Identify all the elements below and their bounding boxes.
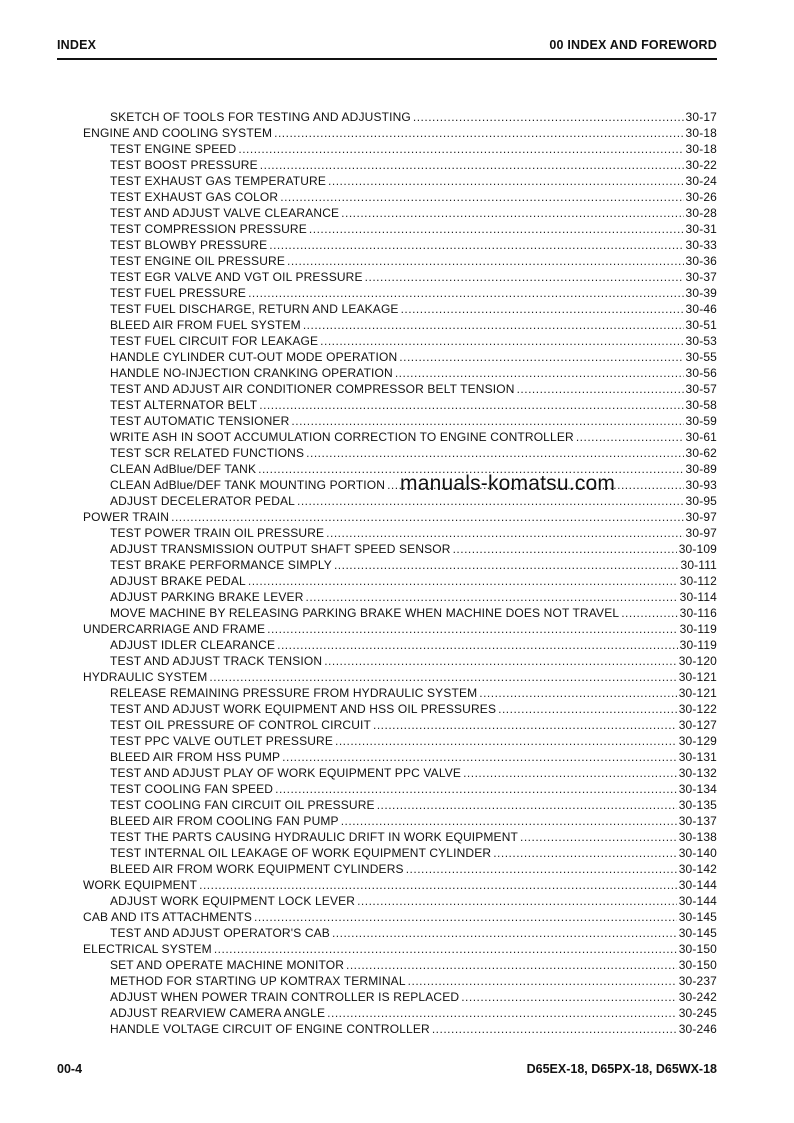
toc-dot-leader (282, 749, 677, 765)
toc-entry (83, 333, 717, 349)
toc-section-entry (83, 125, 717, 141)
toc-entry-page: 30-138 (678, 830, 717, 844)
toc-dot-leader (408, 973, 677, 989)
toc-entry-title: TEST AND ADJUST VALVE CLEARANCE (110, 206, 340, 220)
toc-entry-page: 30-18 (685, 142, 717, 156)
toc-dot-leader (306, 445, 683, 461)
toc-entry-title: HYDRAULIC SYSTEM (83, 670, 208, 684)
toc-entry (83, 749, 717, 765)
toc-entry-title: ADJUST IDLER CLEARANCE (110, 638, 276, 652)
toc-entry-page: 30-246 (678, 1022, 717, 1036)
toc-entry-page: 30-89 (685, 462, 717, 476)
toc-entry (83, 685, 717, 701)
toc-entry (83, 845, 717, 861)
toc-section-entry (83, 509, 717, 525)
toc-entry-title: SET AND OPERATE MACHINE MONITOR (110, 958, 345, 972)
toc-dot-leader (306, 589, 678, 605)
toc-entry (83, 381, 717, 397)
toc-dot-leader (373, 717, 677, 733)
toc-dot-leader (357, 893, 677, 909)
toc-dot-leader (413, 109, 684, 125)
toc-entry (83, 701, 717, 717)
toc-section-entry (83, 669, 717, 685)
toc-entry (83, 1021, 717, 1037)
toc-entry (83, 397, 717, 413)
toc-dot-leader (277, 637, 678, 653)
toc-dot-leader (291, 413, 683, 429)
toc-entry-page: 30-46 (685, 302, 717, 316)
toc-entry (83, 349, 717, 365)
toc-dot-leader (320, 333, 683, 349)
toc-entry-title: CLEAN AdBlue/DEF TANK (110, 462, 257, 476)
toc-entry (83, 957, 717, 973)
toc-section-entry (83, 621, 717, 637)
toc-entry-title: TEST AND ADJUST TRACK TENSION (110, 654, 323, 668)
toc-entry (83, 557, 717, 573)
toc-entry-title: TEST COMPRESSION PRESSURE (110, 222, 307, 236)
toc-dot-leader (248, 285, 683, 301)
toc-dot-leader (341, 813, 677, 829)
toc-dot-leader (377, 797, 677, 813)
toc-dot-leader (395, 365, 684, 381)
toc-entry-page: 30-140 (678, 846, 717, 860)
toc-entry-title: CAB AND ITS ATTACHMENTS (83, 910, 253, 924)
toc-dot-leader (259, 397, 683, 413)
toc-entry-title: TEST OIL PRESSURE OF CONTROL CIRCUIT (110, 718, 371, 732)
toc-entry-title: TEST EXHAUST GAS TEMPERATURE (110, 174, 327, 188)
toc-entry-page: 30-121 (678, 686, 717, 700)
toc-dot-leader (406, 861, 677, 877)
toc-dot-leader (327, 1005, 677, 1021)
toc-dot-leader (267, 621, 677, 637)
toc-entry (83, 989, 717, 1005)
toc-entry (83, 237, 717, 253)
toc-entry-page: 30-116 (679, 606, 717, 620)
toc-dot-leader (238, 141, 683, 157)
toc-dot-leader (621, 605, 677, 621)
toc-entry-page: 30-131 (678, 750, 717, 764)
toc-entry-page: 30-36 (685, 254, 717, 268)
toc-entry-page: 30-129 (678, 734, 717, 748)
toc-entry-title: ADJUST TRANSMISSION OUTPUT SHAFT SPEED SENSOR (110, 542, 451, 556)
toc-entry-page: 30-137 (678, 814, 717, 828)
toc-entry-title: TEST FUEL DISCHARGE, RETURN AND LEAKAGE (110, 302, 399, 316)
toc-dot-leader (171, 509, 683, 525)
toc-entry (83, 925, 717, 941)
toc-section-entry (83, 909, 717, 925)
toc-dot-leader (335, 733, 677, 749)
toc-entry-page: 30-112 (679, 574, 717, 588)
toc-entry (83, 269, 717, 285)
toc-entry (83, 573, 717, 589)
toc-entry-title: TEST FUEL CIRCUIT FOR LEAKAGE (110, 334, 319, 348)
toc-dot-leader (254, 909, 677, 925)
toc-entry (83, 445, 717, 461)
toc-dot-leader (269, 237, 683, 253)
toc-entry (83, 157, 717, 173)
toc-entry-title: TEST ENGINE SPEED (110, 142, 237, 156)
toc-entry (83, 221, 717, 237)
toc-entry (83, 205, 717, 221)
toc-entry-title: SKETCH OF TOOLS FOR TESTING AND ADJUSTING (110, 110, 411, 124)
toc-section-entry (83, 941, 717, 957)
toc-entry (83, 797, 717, 813)
toc-entry-title: TEST COOLING FAN CIRCUIT OIL PRESSURE (110, 798, 375, 812)
toc-dot-leader (517, 381, 684, 397)
toc-entry (83, 429, 717, 445)
toc-entry-page: 30-33 (685, 238, 717, 252)
toc-entry-page: 30-17 (685, 110, 717, 124)
toc-entry-title: HANDLE VOLTAGE CIRCUIT OF ENGINE CONTROLLER (110, 1022, 430, 1036)
toc-entry-title: WRITE ASH IN SOOT ACCUMULATION CORRECTION TO ENGINE CONTROLLER (110, 430, 574, 444)
toc-dot-leader (328, 173, 684, 189)
toc-entry (83, 717, 717, 733)
toc-entry-title: TEST AUTOMATIC TENSIONER (110, 414, 290, 428)
toc-entry-page: 30-56 (685, 366, 717, 380)
toc-entry-page: 30-55 (685, 350, 717, 364)
toc-dot-leader (334, 557, 679, 573)
toc-entry-title: TEST THE PARTS CAUSING HYDRAULIC DRIFT IN WORK EQUIPMENT (110, 830, 519, 844)
toc-entry (83, 173, 717, 189)
toc-entry-page: 30-97 (685, 526, 717, 540)
toc-entry-title: HANDLE CYLINDER CUT-OUT MODE OPERATION (110, 350, 398, 364)
toc-entry-page: 30-22 (685, 158, 717, 172)
toc-entry-title: TEST PPC VALVE OUTLET PRESSURE (110, 734, 334, 748)
toc-entry-page: 30-109 (678, 542, 717, 556)
toc-entry-page: 30-144 (678, 894, 717, 908)
toc-entry-page: 30-237 (678, 974, 717, 988)
toc-dot-leader (309, 221, 684, 237)
toc-dot-leader (463, 765, 677, 781)
toc-entry-page: 30-18 (685, 126, 717, 140)
toc-entry-title: BLEED AIR FROM WORK EQUIPMENT CYLINDERS (110, 862, 404, 876)
toc-dot-leader (479, 685, 676, 701)
toc-entry-page: 30-145 (678, 926, 717, 940)
toc-entry-page: 30-93 (685, 478, 717, 492)
toc-entry (83, 525, 717, 541)
toc-dot-leader (209, 669, 676, 685)
toc-entry-page: 30-97 (685, 510, 717, 524)
toc-entry-page: 30-111 (680, 558, 717, 572)
toc-entry-title: CLEAN AdBlue/DEF TANK MOUNTING PORTION (110, 478, 386, 492)
toc-entry-title: TEST EXHAUST GAS COLOR (110, 190, 279, 204)
toc-dot-leader (260, 157, 684, 173)
toc-dot-leader (493, 845, 677, 861)
toc-entry-title: TEST AND ADJUST WORK EQUIPMENT AND HSS OIL PRESSURES (110, 702, 497, 716)
toc-entry-page: 30-51 (685, 318, 717, 332)
toc-entry-page: 30-61 (685, 430, 717, 444)
watermark-text: manuals-komatsu.com (400, 472, 616, 495)
toc-entry-title: TEST BLOWBY PRESSURE (110, 238, 268, 252)
toc-entry-title: TEST COOLING FAN SPEED (110, 782, 274, 796)
toc-entry (83, 829, 717, 845)
toc-entry-title: BLEED AIR FROM COOLING FAN PUMP (110, 814, 339, 828)
toc-entry-page: 30-121 (678, 670, 717, 684)
toc-entry-page: 30-132 (678, 766, 717, 780)
toc-entry (83, 301, 717, 317)
toc-entry-page: 30-114 (679, 590, 717, 604)
toc-entry-title: METHOD FOR STARTING UP KOMTRAX TERMINAL (110, 974, 406, 988)
toc-entry-title: TEST EGR VALVE AND VGT OIL PRESSURE (110, 270, 363, 284)
toc-entry-page: 30-245 (678, 1006, 717, 1020)
toc-dot-leader (461, 989, 677, 1005)
toc-entry-page: 30-145 (678, 910, 717, 924)
toc-dot-leader (520, 829, 677, 845)
toc-entry (83, 365, 717, 381)
toc-entry-page: 30-120 (678, 654, 717, 668)
toc-dot-leader (341, 205, 683, 221)
toc-entry-title: TEST AND ADJUST PLAY OF WORK EQUIPMENT PPC VALVE (110, 766, 462, 780)
toc-entry-page: 30-150 (678, 958, 717, 972)
toc-entry (83, 893, 717, 909)
toc-entry (83, 413, 717, 429)
toc-entry-page: 30-57 (685, 382, 717, 396)
toc-entry-title: BLEED AIR FROM FUEL SYSTEM (110, 318, 301, 332)
toc-entry (83, 1005, 717, 1021)
toc-section-entry (83, 877, 717, 893)
toc-dot-leader (303, 317, 684, 333)
toc-entry-title: WORK EQUIPMENT (83, 878, 198, 892)
toc-entry (83, 141, 717, 157)
toc-entry-page: 30-127 (678, 718, 717, 732)
toc-entry (83, 781, 717, 797)
toc-dot-leader (287, 253, 684, 269)
toc-entry-page: 30-26 (685, 190, 717, 204)
toc-dot-leader (365, 269, 684, 285)
toc-entry-title: TEST ALTERNATOR BELT (110, 398, 258, 412)
toc-entry-page: 30-242 (678, 990, 717, 1004)
toc-entry (83, 317, 717, 333)
toc-entry-page: 30-31 (685, 222, 717, 236)
toc-dot-leader (399, 349, 683, 365)
toc-entry-title: ADJUST WORK EQUIPMENT LOCK LEVER (110, 894, 356, 908)
table-of-contents (83, 109, 717, 1037)
toc-entry-title: BLEED AIR FROM HSS PUMP (110, 750, 281, 764)
toc-entry-page: 30-95 (685, 494, 717, 508)
toc-entry-title: ADJUST PARKING BRAKE LEVER (110, 590, 304, 604)
toc-entry (83, 733, 717, 749)
toc-entry-page: 30-135 (678, 798, 717, 812)
header-section-title: 00 INDEX AND FOREWORD (549, 38, 717, 52)
page-header (57, 36, 717, 60)
toc-entry-title: ELECTRICAL SYSTEM (83, 942, 212, 956)
toc-entry-page: 30-58 (685, 398, 717, 412)
toc-entry-title: ADJUST DECELERATOR PEDAL (110, 494, 295, 508)
toc-entry-title: HANDLE NO-INJECTION CRANKING OPERATION (110, 366, 393, 380)
toc-entry-page: 30-62 (685, 446, 717, 460)
toc-entry-title: TEST AND ADJUST AIR CONDITIONER COMPRESSOR BELT TENSION (110, 382, 515, 396)
toc-entry-page: 30-28 (685, 206, 717, 220)
toc-entry-title: POWER TRAIN (83, 510, 170, 524)
toc-dot-leader (346, 957, 677, 973)
toc-dot-leader (280, 189, 683, 205)
toc-dot-leader (332, 925, 677, 941)
toc-entry (83, 637, 717, 653)
toc-entry-page: 30-39 (685, 286, 717, 300)
toc-entry (83, 253, 717, 269)
toc-entry (83, 605, 717, 621)
toc-entry-title: ADJUST BRAKE PEDAL (110, 574, 246, 588)
toc-entry-title: TEST BRAKE PERFORMANCE SIMPLY (110, 558, 332, 572)
toc-entry (83, 813, 717, 829)
toc-dot-leader (275, 781, 677, 797)
toc-dot-leader (326, 525, 683, 541)
toc-entry-title: TEST POWER TRAIN OIL PRESSURE (110, 526, 325, 540)
toc-entry-page: 30-53 (685, 334, 717, 348)
toc-entry-page: 30-142 (678, 862, 717, 876)
toc-dot-leader (498, 701, 677, 717)
toc-entry (83, 189, 717, 205)
toc-dot-leader (453, 541, 677, 557)
toc-dot-leader (199, 877, 677, 893)
toc-entry-page: 30-150 (678, 942, 717, 956)
toc-entry-page: 30-24 (685, 174, 717, 188)
toc-entry-page: 30-122 (678, 702, 717, 716)
toc-entry-page: 30-119 (679, 638, 717, 652)
toc-entry-title: TEST BOOST PRESSURE (110, 158, 258, 172)
toc-dot-leader (576, 429, 684, 445)
toc-entry-page: 30-119 (679, 622, 717, 636)
toc-dot-leader (248, 573, 678, 589)
header-index-label: INDEX (57, 38, 97, 52)
toc-entry (83, 973, 717, 989)
toc-dot-leader (324, 653, 677, 669)
toc-entry-title: TEST FUEL PRESSURE (110, 286, 247, 300)
toc-dot-leader (274, 125, 683, 141)
toc-entry-title: TEST AND ADJUST OPERATOR'S CAB (110, 926, 330, 940)
toc-entry-title: ENGINE AND COOLING SYSTEM (83, 126, 273, 140)
toc-dot-leader (432, 1021, 677, 1037)
toc-entry-title: TEST SCR RELATED FUNCTIONS (110, 446, 305, 460)
toc-entry (83, 109, 717, 125)
toc-entry-title: ADJUST WHEN POWER TRAIN CONTROLLER IS REPLACED (110, 990, 460, 1004)
footer-page-number: 00-4 (57, 1062, 83, 1076)
toc-entry-title: TEST ENGINE OIL PRESSURE (110, 254, 285, 268)
toc-dot-leader (401, 301, 684, 317)
toc-entry (83, 285, 717, 301)
toc-entry-title: UNDERCARRIAGE AND FRAME (83, 622, 266, 636)
toc-entry (83, 589, 717, 605)
toc-entry (83, 765, 717, 781)
toc-entry-title: MOVE MACHINE BY RELEASING PARKING BRAKE WHEN MACHINE DOES NOT TRAVEL (110, 606, 620, 620)
toc-entry (83, 861, 717, 877)
toc-entry-page: 30-134 (678, 782, 717, 796)
toc-entry (83, 653, 717, 669)
toc-entry-title: RELEASE REMAINING PRESSURE FROM HYDRAULIC SYSTEM (110, 686, 478, 700)
footer-model-names: D65EX-18, D65PX-18, D65WX-18 (526, 1062, 717, 1076)
toc-entry-title: TEST INTERNAL OIL LEAKAGE OF WORK EQUIPMENT CYLINDER (110, 846, 492, 860)
toc-entry-page: 30-59 (685, 414, 717, 428)
toc-entry (83, 541, 717, 557)
toc-entry-page: 30-37 (685, 270, 717, 284)
toc-entry-page: 30-144 (678, 878, 717, 892)
toc-entry-title: ADJUST REARVIEW CAMERA ANGLE (110, 1006, 326, 1020)
toc-dot-leader (214, 941, 677, 957)
